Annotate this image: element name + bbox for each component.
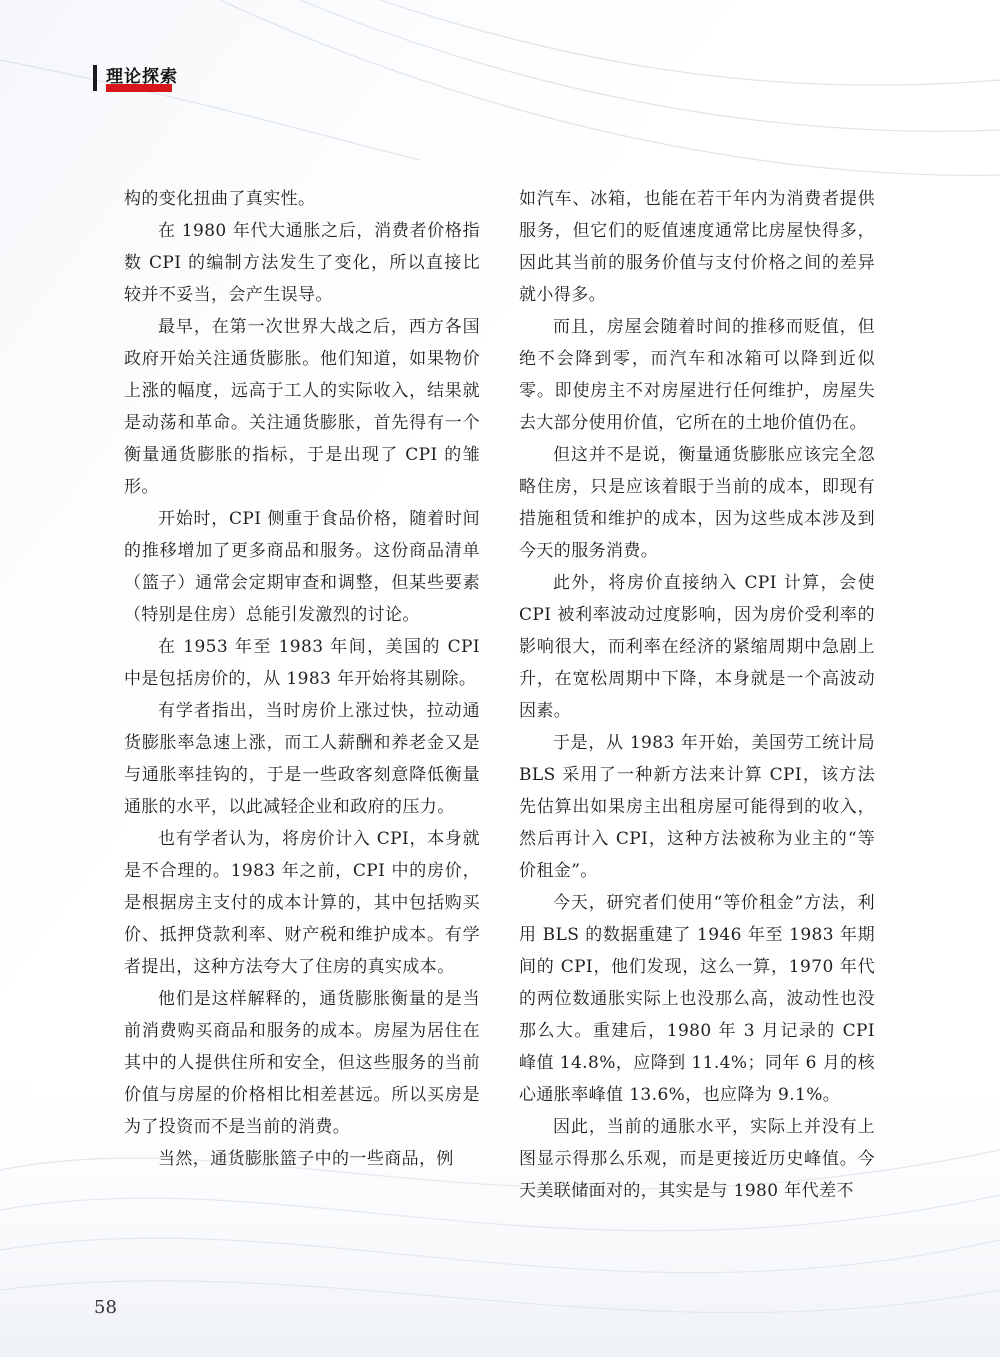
paragraph: 如汽车、冰箱，也能在若干年内为消费者提供服务，但它们的贬值速度通常比房屋快得多，因此其当前的服务价值与支付价格之间的差异就小得多。	[519, 189, 875, 305]
paragraph: 今天，研究者们使用“等价租金”方法，利用 BLS 的数据重建了 1946 年至 1983 年期间的 CPI，他们发现，这么一算，1970 年代的两位数通胀实际上也没那么高，波动性也没那么大。重建后，1980 年 3 月记录的 CPI 峰值 14.8%，应降到 11.4%；同年 6 月的核心通胀率峰值 13.6%，也应降为 9.1%。	[519, 893, 875, 1105]
paragraph: 在 1953 年至 1983 年间，美国的 CPI 中是包括房价的，从 1983 年开始将其剔除。	[124, 637, 480, 689]
paragraph: 开始时，CPI 侧重于食品价格，随着时间的推移增加了更多商品和服务。这份商品清单（篮子）通常会定期审查和调整，但某些要素（特别是住房）总能引发激烈的讨论。	[124, 509, 480, 625]
paragraph: 而且，房屋会随着时间的推移而贬值，但绝不会降到零，而汽车和冰箱可以降到近似零。即使房主不对房屋进行任何维护，房屋失去大部分使用价值，它所在的土地价值仍在。	[519, 317, 875, 433]
page-number: 58	[94, 1297, 117, 1318]
paragraph: 但这并不是说，衡量通货膨胀应该完全忽略住房，只是应该着眼于当前的成本，即现有措施租赁和维护的成本，因为这些成本涉及到今天的服务消费。	[519, 445, 875, 561]
paragraph: 在 1980 年代大通胀之后，消费者价格指数 CPI 的编制方法发生了变化，所以直接比较并不妥当，会产生误导。	[124, 221, 480, 305]
left-column	[124, 183, 480, 1175]
right-column	[519, 183, 875, 1207]
section-title: 理论探索	[106, 67, 178, 87]
paragraph: 此外，将房价直接纳入 CPI 计算，会使 CPI 被利率波动过度影响，因为房价受利率的影响很大，而利率在经济的紧缩周期中急剧上升，在宽松周期中下降，本身就是一个高波动因素。	[519, 573, 875, 721]
paragraph: 也有学者认为，将房价计入 CPI，本身就是不合理的。1983 年之前，CPI 中的房价，是根据房主支付的成本计算的，其中包括购买价、抵押贷款利率、财产税和维护成本。有学者提出，这种方法夸大了住房的真实成本。	[124, 829, 480, 977]
paragraph: 最早，在第一次世界大战之后，西方各国政府开始关注通货膨胀。他们知道，如果物价上涨的幅度，远高于工人的实际收入，结果就是动荡和革命。关注通货膨胀，首先得有一个衡量通货膨胀的指标，于是出现了 CPI 的雏形。	[124, 317, 480, 497]
paragraph: 因此，当前的通胀水平，实际上并没有上图显示得那么乐观，而是更接近历史峰值。今天美联储面对的，其实是与 1980 年代差不	[519, 1117, 875, 1201]
paragraph: 当然，通货膨胀篮子中的一些商品，例	[158, 1149, 454, 1169]
paragraph: 有学者指出，当时房价上涨过快，拉动通货膨胀率急速上涨，而工人薪酬和养老金又是与通胀率挂钩的，于是一些政客刻意降低衡量通胀的水平，以此减轻企业和政府的压力。	[124, 701, 480, 817]
paragraph: 他们是这样解释的，通货膨胀衡量的是当前消费购买商品和服务的成本。房屋为居住在其中的人提供住所和安全，但这些服务的当前价值与房屋的价格相比相差甚远。所以买房是为了投资而不是当前的消费。	[124, 989, 480, 1137]
paragraph: 于是，从 1983 年开始，美国劳工统计局 BLS 采用了一种新方法来计算 CPI，该方法先估算出如果房主出租房屋可能得到的收入，然后再计入 CPI，这种方法被称为业主的“等价租金”。	[519, 733, 875, 881]
section-marker-bar	[93, 65, 97, 91]
paragraph: 构的变化扭曲了真实性。	[124, 189, 316, 209]
